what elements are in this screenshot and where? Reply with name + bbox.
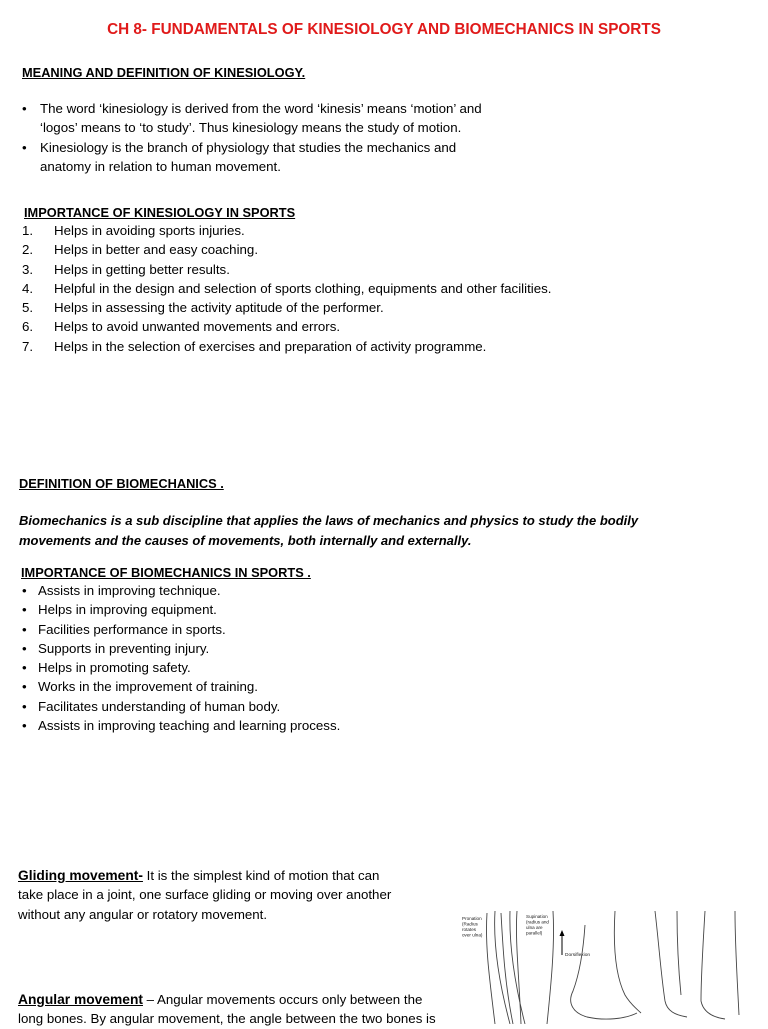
list-item — [22, 298, 722, 317]
list-item: • Facilitates understanding of human body. — [20, 697, 620, 716]
importance-biomechanics-list — [20, 581, 620, 735]
list-text: Helps in avoiding sports injuries. — [54, 223, 245, 238]
biomechanics-definition — [19, 511, 749, 550]
figure-label: (radius and — [526, 919, 549, 925]
gliding-text: It is the simplest kind of motion that can — [142, 868, 380, 883]
list-item: • Helps in improving equipment. — [20, 600, 620, 619]
forearm-bone — [495, 911, 510, 1024]
list-number: 1. — [22, 223, 34, 238]
list-item: • Helps in promoting safety. — [20, 658, 620, 677]
figure-label: parallel) — [526, 930, 543, 936]
definition-line: Biomechanics is a sub discipline that applies the laws of mechanics and physics to study the bodily — [19, 513, 639, 528]
forearm-outline — [486, 913, 495, 1024]
gliding-movement-paragraph — [18, 866, 448, 924]
list-item: • Supports in preventing injury. — [20, 639, 620, 658]
kinesiology-heading: MEANING AND DEFINITION OF KINESIOLOGY. — [22, 65, 306, 80]
leg-outline — [614, 911, 641, 1013]
list-item — [22, 221, 722, 240]
leg-outline — [655, 911, 687, 1017]
gliding-term: Gliding movement- — [18, 868, 143, 883]
figure-label: ulna are — [526, 925, 543, 930]
list-text: Helps in assessing the activity aptitude of the performer. — [54, 300, 384, 316]
gliding-text: without any angular or rotatory movement. — [18, 906, 268, 922]
arrow-head-icon — [560, 930, 565, 936]
angular-movement-paragraph — [18, 990, 448, 1029]
list-number: 7. — [22, 338, 34, 354]
list-item — [22, 279, 722, 298]
list-number: 5. — [22, 300, 34, 316]
forearm-outline — [510, 911, 525, 1024]
page-title: CH 8- FUNDAMENTALS OF KINESIOLOGY AND BIOMECHANICS IN SPORTS — [107, 21, 661, 38]
list-number: 6. — [22, 319, 34, 335]
angular-term: Angular movement — [18, 992, 143, 1007]
kinesiology-bullet-item — [20, 99, 580, 138]
figure-label: (Radius — [462, 921, 478, 927]
importance-kinesiology-heading: IMPORTANCE OF KINESIOLOGY IN SPORTS — [24, 205, 296, 220]
figure-label: Dorsiflexion — [565, 953, 591, 958]
list-text: Helpful in the design and selection of sports clothing, equipments and other facilities. — [54, 280, 552, 296]
list-text: Helps in better and easy coaching. — [54, 242, 259, 258]
list-item — [22, 240, 722, 259]
list-number: 4. — [22, 280, 34, 296]
definition-line: movements and the causes of movements, both internally and externally. — [19, 532, 472, 548]
leg-outline — [735, 911, 739, 1015]
list-item — [22, 317, 722, 336]
list-number: 3. — [22, 261, 34, 277]
kinesiology-bullet-list — [20, 99, 580, 176]
gliding-text: take place in a joint, one surface gliding or moving over another — [18, 887, 392, 903]
arm-outline — [516, 911, 521, 1024]
bullet-line: ‘logos’ means to ‘to study’. Thus kinesiology means the study of motion. — [40, 120, 462, 136]
angular-text: long bones. By angular movement, the angle between the two bones is — [18, 1011, 436, 1027]
importance-kinesiology-list — [22, 221, 722, 356]
figure-label: over ulna) — [462, 932, 483, 938]
bullet-line: The word ‘kinesiology is derived from the word ‘kinesis’ means ‘motion’ and — [40, 101, 482, 116]
list-text: Helps to avoid unwanted movements and errors. — [54, 319, 341, 335]
figure-label: rotates — [462, 927, 477, 932]
foot-outline — [571, 925, 637, 1019]
list-item: • Assists in improving technique. — [20, 581, 620, 600]
list-item: • Facilities performance in sports. — [20, 620, 620, 639]
arm-outline — [547, 911, 554, 1024]
figure-label: Supination — [526, 914, 548, 919]
leg-outline — [701, 911, 725, 1019]
leg-outline — [677, 911, 681, 995]
list-item: • Assists in improving teaching and learning process. — [20, 716, 620, 735]
list-item — [22, 260, 722, 279]
list-text: Helps in the selection of exercises and preparation of activity programme. — [54, 338, 487, 354]
bullet-line: anatomy in relation to human movement. — [40, 158, 281, 174]
importance-biomechanics-heading: IMPORTANCE OF BIOMECHANICS IN SPORTS . — [21, 565, 311, 580]
anatomy-figure — [455, 905, 745, 1024]
bullet-line: Kinesiology is the branch of physiology that studies the mechanics and — [40, 139, 457, 155]
list-item: • Works in the improvement of training. — [20, 677, 620, 696]
figure-label: Pronation — [462, 916, 482, 921]
kinesiology-bullet-item — [20, 138, 580, 177]
biomechanics-heading: DEFINITION OF BIOMECHANICS . — [19, 476, 224, 491]
list-item — [22, 337, 722, 356]
list-number: 2. — [22, 242, 34, 258]
angular-text: – Angular movements occurs only between the — [142, 992, 423, 1007]
list-text: Helps in getting better results. — [54, 261, 230, 277]
forearm-bone — [501, 913, 513, 1024]
